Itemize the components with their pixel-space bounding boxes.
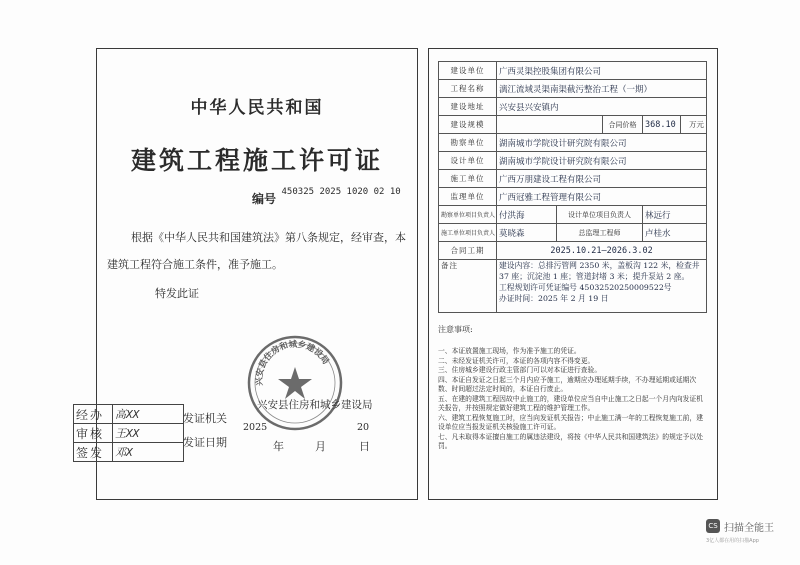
remark-content: 建设内容：总排污管网 2350 米，盖板沟 122 米，检查井 37 座；沉淀池 1 座；管道封堵 3 米；提升泵站 2 座。: [499, 261, 700, 281]
notice-item: 七、凡未取得本证擅自施工的属违法建设，将按《中华人民共和国建筑法》的规定予以处罚。: [438, 432, 704, 450]
role-issuer: 签发: [74, 443, 113, 462]
remark-label: 备注: [439, 260, 497, 313]
table-row: [439, 80, 707, 98]
watermark-brand: 扫描全能王: [724, 523, 774, 534]
table-row: [439, 134, 707, 152]
issuing-authority-label: 发证机关: [183, 412, 227, 425]
construction-label: 施工单位: [439, 170, 497, 188]
table-row: [439, 260, 707, 313]
notice-item: 六、建筑工程恢复施工时，应当向发证机关报告；中止施工满一年的工程恢复施工前，建设单位应当报发证机关核验施工许可证。: [438, 413, 704, 431]
year-label: 年: [273, 440, 284, 453]
notice-title: 注意事项:: [438, 325, 473, 334]
notice-item: 一、本证放置施工现场，作为准予施工的凭证。: [438, 347, 581, 355]
signature-table: [73, 404, 184, 462]
declaration-text: 根据《中华人民共和国建筑法》第八条规定，经审查，本建筑工程符合施工条件，准予施工。: [107, 231, 406, 271]
design-pm-label: 设计单位项目负责人: [557, 206, 643, 224]
design-label: 设计单位: [439, 152, 497, 170]
planning-permit: 工程规划许可凭证编号 45032520250009522号: [499, 283, 672, 292]
issue-year: 2025: [243, 422, 268, 433]
signature-handler: 高XX: [113, 405, 184, 424]
processing-time: 办证时间：2025 年 2 月 19 日: [499, 294, 609, 303]
survey-pm-value: 付洪海: [497, 206, 557, 224]
table-row: [439, 224, 707, 242]
address-value: 兴安县兴安镇内: [497, 98, 707, 116]
construction-value: 广西万朋建设工程有限公司: [497, 170, 707, 188]
chief-supervisor-value: 卢桂水: [643, 224, 707, 242]
contract-price-unit: 万元: [681, 116, 707, 134]
survey-pm-label: 勘察单位项目负责人: [439, 206, 497, 224]
scale-value: [497, 116, 603, 134]
notice-item: 四、本证自发证之日起三个月内应予施工，逾期应办理延期手续，不办理延期或延期次数、时间超过法定时间的，本证自行废止。: [438, 375, 697, 393]
official-seal: [245, 333, 345, 433]
builder-label: 建设单位: [439, 62, 497, 80]
supervision-value: 广西冠雅工程管理有限公司: [497, 188, 707, 206]
license-cover-panel: [76, 48, 418, 500]
survey-value: 湖南城市学院设计研究院有限公司: [497, 134, 707, 152]
builder-value: 广西灵渠控股集团有限公司: [497, 62, 707, 80]
certificate-title: 建筑工程施工许可证: [130, 146, 383, 175]
certificate-number-row: [252, 181, 401, 206]
signature-issuer: 邓X: [113, 443, 184, 462]
notice-item: 二、未经发证机关许可，本证的各项内容不得变更。: [438, 356, 595, 365]
contract-period-label: 合同工期: [439, 242, 497, 260]
role-reviewer: 审核: [74, 424, 113, 443]
design-value: 湖南城市学院设计研究院有限公司: [497, 152, 707, 170]
signature-reviewer: 王XX: [113, 424, 184, 443]
seal-text: 兴安县住房和城乡建设局: [254, 339, 331, 386]
table-row: [74, 443, 184, 462]
construction-pm-value: 莫晓森: [497, 224, 557, 242]
number-label: 编号: [252, 192, 277, 206]
scale-label: 建设规模: [439, 116, 497, 134]
license-details-panel: [428, 48, 718, 500]
logo-text: CS: [708, 522, 718, 530]
table-row: [439, 170, 707, 188]
table-row: [439, 62, 707, 80]
contract-period-value: 2025.10.21—2026.3.02: [497, 242, 707, 260]
watermark-subtitle: 3亿人都在用的扫描App: [706, 538, 759, 544]
table-row: [439, 152, 707, 170]
table-row: [439, 98, 707, 116]
issue-date-label: 发证日期: [183, 436, 227, 449]
contract-price-label: 合同价格: [603, 116, 643, 134]
project-value: 漓江流域灵渠南渠截污整治工程（一期）: [497, 80, 707, 98]
table-row: [439, 188, 707, 206]
survey-label: 勘察单位: [439, 134, 497, 152]
notice-item: 三、住房城乡建设行政主管部门可以对本证进行查验。: [438, 366, 602, 374]
notice-item: 五、在建的建筑工程因故中止施工的，建设单位应当自中止施工之日起一个月内向发证机关报告，并按照规定做好建筑工程的维护管理工作。: [438, 394, 704, 412]
table-row: [439, 206, 707, 224]
remark-cell: [497, 260, 707, 313]
contract-price-value: 368.10: [643, 116, 681, 134]
issuing-authority: 兴安县住房和城乡建设局: [257, 399, 373, 411]
design-pm-value: 林远行: [643, 206, 707, 224]
nation-heading: 中华人民共和国: [190, 98, 324, 118]
table-row: [439, 116, 707, 134]
project-info-table: [438, 61, 707, 313]
table-row: [74, 424, 184, 443]
table-row: [74, 405, 184, 424]
address-label: 建设地址: [439, 98, 497, 116]
issued-statement: 特发此证: [155, 287, 199, 300]
supervision-label: 监理单位: [439, 188, 497, 206]
month-label: 月: [315, 440, 326, 453]
notice-section: [438, 324, 706, 452]
project-label: 工程名称: [439, 80, 497, 98]
role-handler: 经办: [74, 405, 113, 424]
chief-supervisor-label: 总监理工程师: [557, 224, 643, 242]
day-label: 日: [359, 440, 370, 453]
table-row: [439, 242, 707, 260]
certificate-number: 450325 2025 1020 02 10: [281, 187, 401, 197]
construction-pm-label: 施工单位项目负责人: [439, 224, 497, 242]
issue-day: 20: [357, 422, 370, 433]
camscanner-logo-icon: [706, 519, 720, 533]
